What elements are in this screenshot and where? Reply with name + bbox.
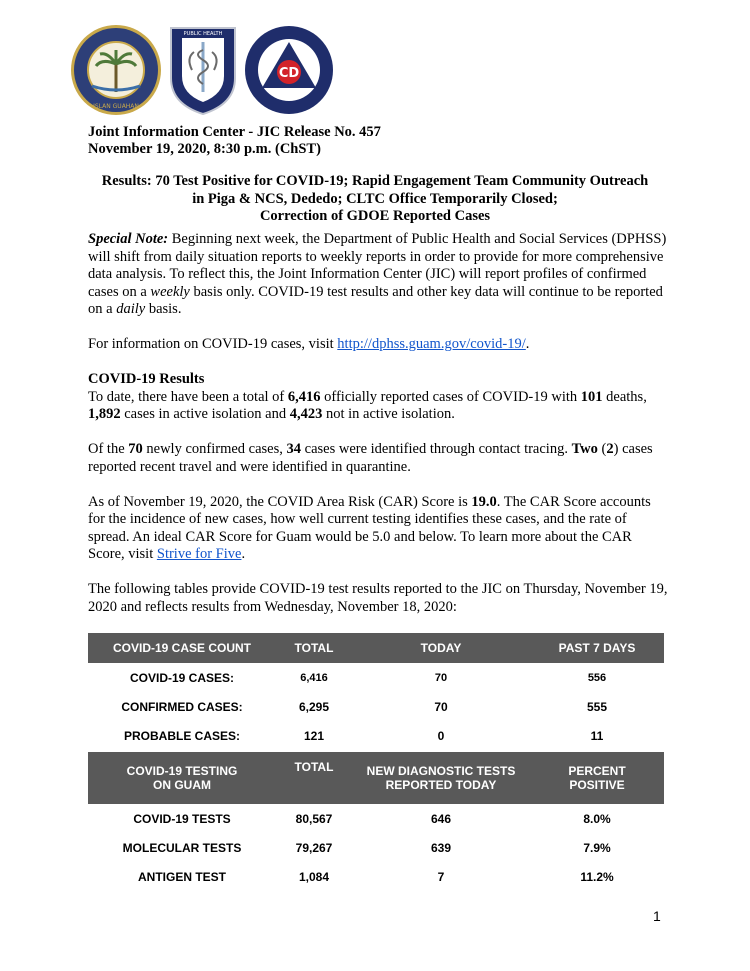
- public-health-seal-icon: [168, 24, 238, 116]
- case-count-table: [88, 633, 664, 750]
- column-header: COVID-19 CASE COUNT: [88, 633, 276, 663]
- table-cell: 7: [437, 869, 445, 884]
- not-active-count: 4,423: [289, 406, 323, 422]
- release-date: November 19, 2020, 8:30 p.m. (ChST): [88, 141, 321, 157]
- table-row: [88, 721, 664, 750]
- svg-text:CD: CD: [278, 66, 300, 81]
- contact-tracing-count: 34: [286, 441, 302, 457]
- header-line: REPORTED TODAY: [385, 778, 497, 792]
- row-label: ANTIGEN TEST: [137, 869, 226, 884]
- travel-count-number: 2: [606, 441, 614, 457]
- table-cell: 556: [587, 671, 607, 684]
- text: As of November 19, 2020, the COVID Area Risk (CAR) Score is: [88, 493, 472, 510]
- table-header-row: [88, 752, 664, 804]
- svg-text:PUBLIC HEALTH: PUBLIC HEALTH: [183, 31, 223, 37]
- body-text: [88, 231, 668, 634]
- text: cases were identified through contact tracing.: [301, 441, 572, 457]
- new-cases-count: 70: [128, 441, 143, 457]
- table-cell: 6,295: [298, 699, 330, 714]
- table-cell: 8.0%: [583, 811, 611, 826]
- testing-table: [88, 752, 664, 891]
- table-cell: 646: [430, 811, 452, 826]
- header-logos: [70, 24, 370, 116]
- table-row: [88, 862, 664, 891]
- table-cell: 0: [437, 728, 445, 743]
- text: officially reported cases of COVID-19 with: [320, 388, 581, 405]
- column-header: TOTAL: [276, 633, 352, 663]
- svg-text:ISLAN GUAHAN: ISLAN GUAHAN: [93, 103, 139, 110]
- column-header: PAST 7 DAYS: [530, 633, 664, 663]
- table-row: [88, 663, 664, 692]
- special-note-label: Special Note:: [88, 231, 169, 247]
- text: cases in active isolation and: [120, 406, 290, 422]
- column-header: [530, 752, 664, 804]
- column-header: TODAY: [352, 633, 530, 663]
- header-line: COVID-19 TESTING: [126, 764, 238, 778]
- text: . The CAR Score accounts for the incidence of new cases, how well current testing identifies these cases, and the rate of spread. An ideal CAR Score for Guam would be 5.0 and below. To learn more about the CAR Score, visit: [88, 493, 651, 562]
- release-number: Joint Information Center - JIC Release No. 457: [88, 124, 381, 140]
- text: For information on COVID-19 cases, visit: [88, 336, 338, 352]
- table-cell: 555: [586, 699, 608, 714]
- text: newly confirmed cases,: [142, 441, 287, 457]
- text: daily: [116, 301, 146, 317]
- text: ) cases reported recent travel and were identified in quarantine.: [88, 441, 653, 475]
- header-line: ON GUAM: [153, 778, 211, 792]
- row-label: MOLECULAR TESTS: [122, 840, 242, 855]
- text: .: [525, 336, 530, 352]
- table-cell: 70: [434, 671, 448, 684]
- release-info: [88, 124, 381, 158]
- travel-count-word: Two: [571, 441, 598, 457]
- table-row: [88, 833, 664, 862]
- column-header: [352, 752, 530, 804]
- text: basis.: [145, 301, 182, 317]
- header-line: PERCENT: [568, 764, 626, 778]
- info-paragraph: [88, 336, 668, 354]
- results-paragraph: [88, 371, 668, 424]
- table-cell: 70: [434, 699, 448, 714]
- tables-intro: The following tables provide COVID-19 test results reported to the JIC on Thursday, November 19, 2020 and reflects results from Wednesday, November 18, 2020:: [88, 581, 668, 615]
- text: (: [597, 441, 607, 457]
- table-row: [88, 804, 664, 833]
- dphss-covid-link[interactable]: http://dphss.guam.gov/covid-19/: [337, 336, 526, 352]
- column-header: [88, 752, 276, 804]
- table-cell: 80,567: [295, 811, 333, 826]
- header-line: TOTAL: [294, 760, 334, 774]
- strive-for-five-link[interactable]: Strive for Five: [156, 546, 242, 562]
- row-label: CONFIRMED CASES:: [121, 699, 243, 714]
- column-header: [276, 752, 352, 804]
- special-note-paragraph: [88, 231, 668, 319]
- governor-seal-icon: [70, 24, 162, 116]
- deaths-count: 101: [580, 388, 603, 405]
- results-heading: COVID-19 Results: [88, 371, 205, 387]
- text: Of the: [88, 441, 129, 457]
- text: .: [241, 546, 246, 562]
- row-label: COVID-19 CASES:: [129, 670, 235, 685]
- text: not in active isolation.: [322, 406, 455, 422]
- header-line: NEW DIAGNOSTIC TESTS: [366, 764, 516, 778]
- text: weekly: [150, 283, 190, 300]
- table-row: [88, 692, 664, 721]
- headline: [88, 173, 662, 226]
- total-cases: 6,416: [287, 388, 321, 405]
- car-score: 19.0: [471, 493, 497, 510]
- text: deaths,: [602, 388, 647, 405]
- table-cell: 1,084: [298, 869, 330, 884]
- table-cell: 11.2%: [580, 869, 614, 884]
- table-cell: 121: [303, 728, 325, 743]
- table-cell: 639: [430, 840, 452, 855]
- new-cases-paragraph: [88, 441, 668, 476]
- homeland-security-seal-icon: [244, 24, 334, 116]
- table-cell: 6,416: [300, 671, 328, 684]
- text: Beginning next week, the Department of Public Health and Social Services (DPHSS) will shift from daily situation reports to weekly reports in order to provide for more comprehensive data analysis. To reflect this, the Joint Information Center (JIC) will report profiles of confirmed cases on a: [88, 231, 667, 300]
- row-label: PROBABLE CASES:: [123, 728, 240, 743]
- text: To date, there have been a total of: [88, 388, 288, 405]
- headline-line-3: Correction of GDOE Reported Cases: [259, 208, 491, 224]
- page-number: 1: [653, 908, 661, 924]
- car-paragraph: [88, 494, 668, 564]
- table-cell: 79,267: [295, 840, 333, 855]
- text: basis only. COVID-19 test results and other key data will continue to be reported on a: [88, 283, 663, 317]
- table-header-row: [88, 633, 664, 663]
- table-cell: 7.9%: [583, 840, 611, 855]
- active-isolation-count: 1,892: [88, 406, 121, 422]
- header-line: POSITIVE: [569, 778, 625, 792]
- headline-line-1: Results: 70 Test Positive for COVID-19; Rapid Engagement Team Community Outreach: [101, 173, 649, 189]
- table-cell: 11: [590, 728, 604, 743]
- row-label: COVID-19 TESTS: [133, 811, 231, 826]
- headline-line-2: in Piga & NCS, Dededo; CLTC Office Temporarily Closed;: [192, 190, 558, 207]
